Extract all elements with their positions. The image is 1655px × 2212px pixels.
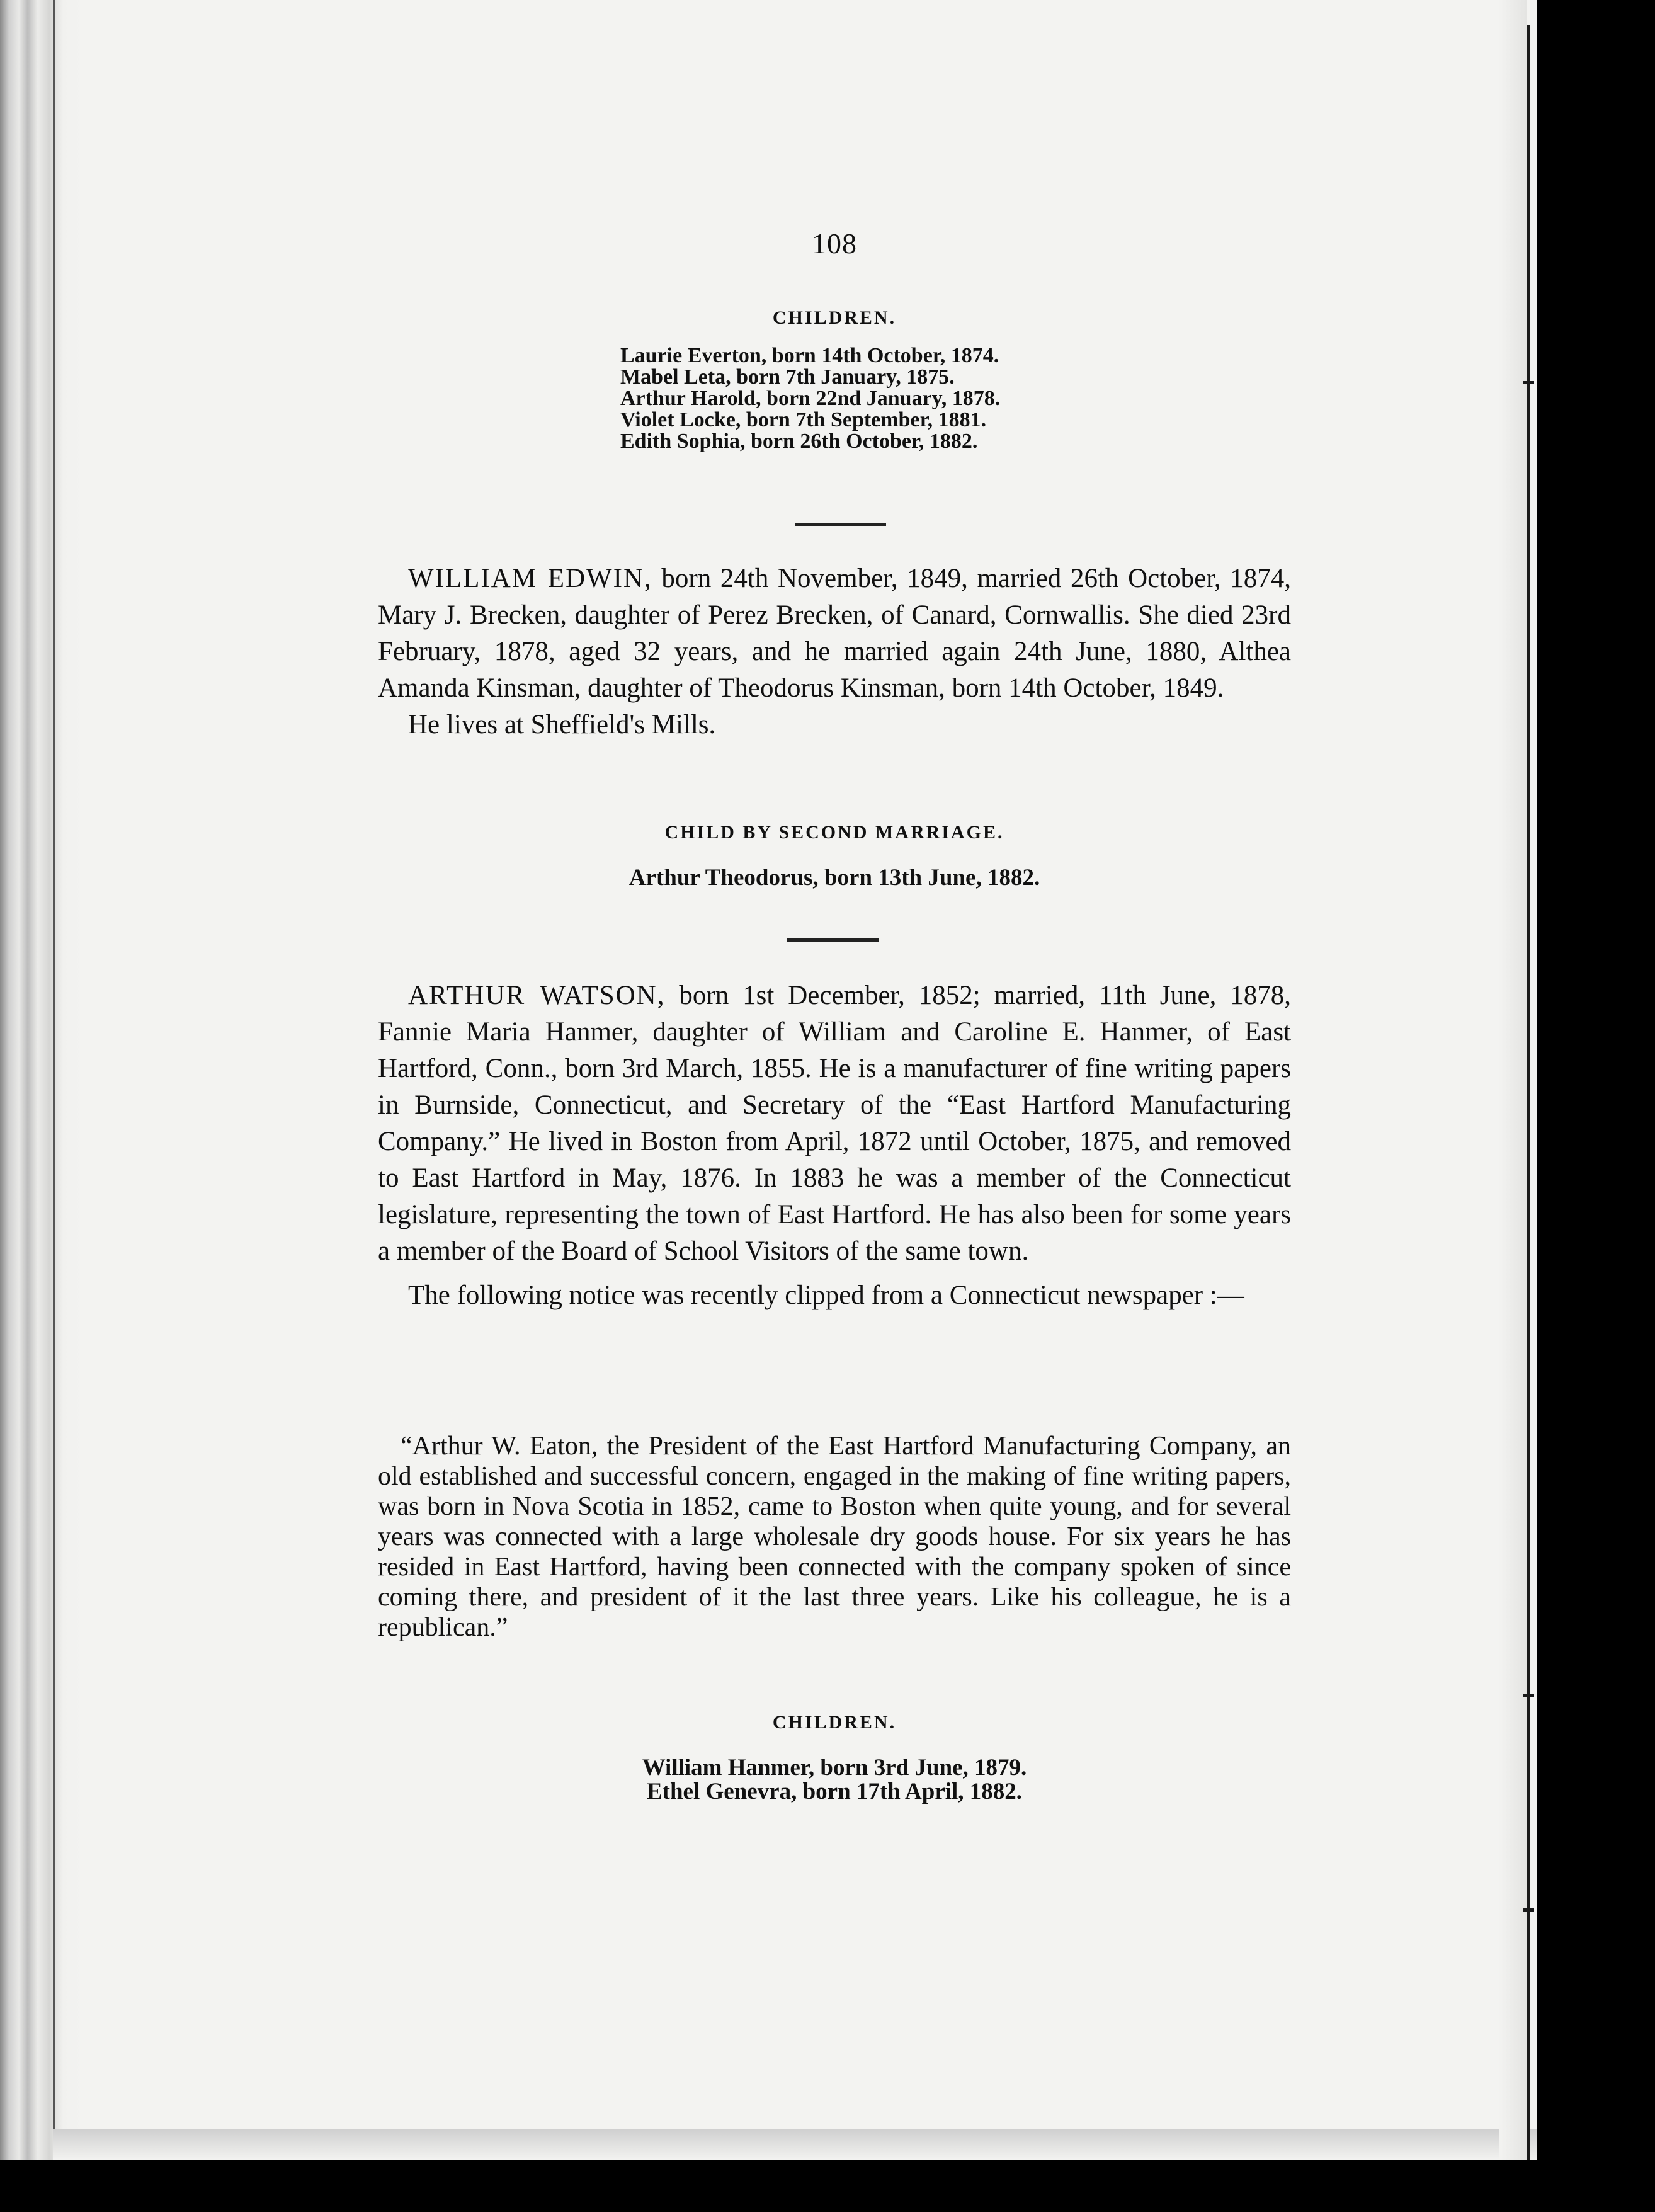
section-divider xyxy=(795,523,886,526)
list-item: Ethel Genevra, born 17th April, 1882. xyxy=(646,1779,1023,1804)
list-item: Violet Locke, born 7th September, 1881. xyxy=(620,408,987,431)
page-binding-edge xyxy=(0,0,82,2160)
edge-tick-mark xyxy=(1523,1908,1534,1912)
edge-tick-mark xyxy=(1523,381,1534,384)
entry-paragraph xyxy=(378,978,1291,1270)
list-item: Edith Sophia, born 26th October, 1882. xyxy=(620,430,978,453)
entry-name: WILLIAM EDWIN, xyxy=(408,564,652,593)
page-number: 108 xyxy=(812,227,857,259)
page-right-edge-line xyxy=(1527,25,1530,2160)
children-heading: CHILDREN. xyxy=(772,1712,897,1733)
child-by-second-marriage-heading: CHILD BY SECOND MARRIAGE. xyxy=(664,822,1004,843)
william-edwin-entry xyxy=(378,561,1291,743)
section-divider xyxy=(787,938,879,942)
entry-paragraph xyxy=(378,561,1291,707)
residence-line: He lives at Sheffield's Mills. xyxy=(408,710,716,739)
entry-name: ARTHUR WATSON, xyxy=(408,981,666,1010)
quote-text: “Arthur W. Eaton, the President of the East Hartford Manufacturing Company, an old established and successful concern, engaged in the making of fine writing papers, was born in Nova Scotia in 1852, came to Boston when quite young, and for several years was connected with a large wholesale dry goods house. For six years he has resided in East Hartford, having been connected with the company spoken of since coming there, and president of it the last three years. Like his colleague, he is a republican.” xyxy=(378,1432,1291,1642)
children-heading: CHILDREN. xyxy=(772,307,897,328)
notice-intro: The following notice was recently clipped from a Connecticut newspaper :— xyxy=(408,1280,1244,1310)
children-list xyxy=(620,345,1000,452)
edge-tick-mark xyxy=(1523,1694,1534,1697)
list-item: William Hanmer, born 3rd June, 1879. xyxy=(642,1755,1027,1781)
entry-text: born 1st December, 1852; married, 11th June, 1878, Fannie Maria Hanmer, daughter of William and Caroline E. Hanmer, of East Hartford, Conn., born 3rd March, 1855. He is a manufacturer of fine writing papers in Burnside, Connecticut, and Secretary of the “East Hartford Manufacturing Company.” He lived in Boston from April, 1872 until October, 1875, and removed to East Hartford in May, 1876. In 1883 he was a member of the Connecticut legislature, representing the town of East Hartford. He has also been for some years a member of the Board of School Visitors of the same town. xyxy=(378,981,1291,1266)
arthur-watson-entry xyxy=(378,978,1291,1314)
page-bottom-edge xyxy=(53,2129,1537,2160)
children-list xyxy=(378,1756,1291,1804)
list-item: Laurie Everton, born 14th October, 1874. xyxy=(620,344,999,367)
list-item: Arthur Harold, born 22nd January, 1878. xyxy=(620,387,1001,410)
entry-text: born 24th November, 1849, married 26th October, 1874, Mary J. Brecken, daughter of Perez Brecken, of Canard, Cornwallis. She died 23rd February, 1878, aged 32 years, and he married again 24th June, 1880, Althea Amanda Kinsman, daughter of Theodorus Kinsman, born 14th October, 1849. xyxy=(378,564,1292,703)
page-right-shade xyxy=(1499,0,1527,2160)
newspaper-quote xyxy=(378,1431,1291,1643)
child-entry: Arthur Theodorus, born 13th June, 1882. xyxy=(628,865,1040,891)
list-item: Mabel Leta, born 7th January, 1875. xyxy=(620,365,955,389)
